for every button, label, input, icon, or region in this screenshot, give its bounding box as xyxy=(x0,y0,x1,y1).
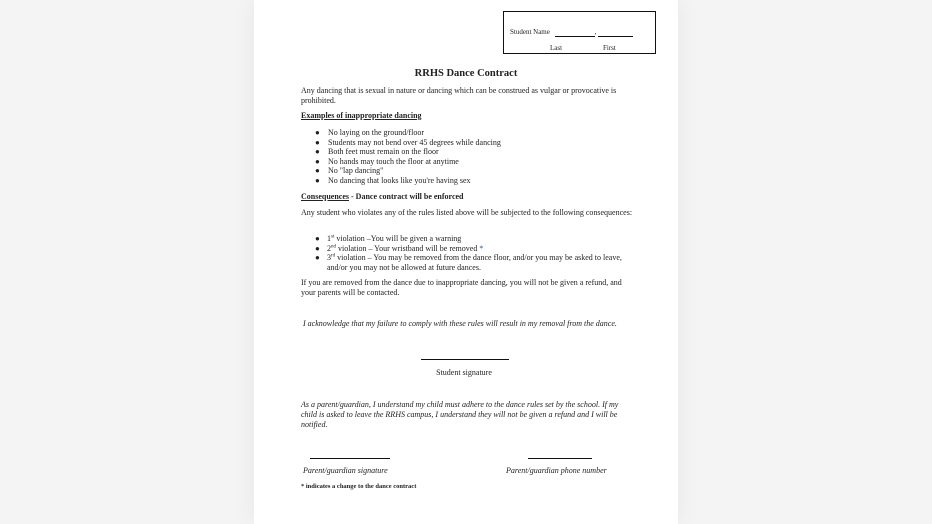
consequences-intro: Any student who violates any of the rules listed above will be subjected to the following consequences: xyxy=(301,208,633,217)
list-item: ● Students may not bend over 45 degrees while dancing xyxy=(315,137,501,147)
name-separator: , xyxy=(594,28,597,36)
bullet-icon: ● xyxy=(315,243,320,253)
student-name-box xyxy=(503,11,656,54)
student-name-label: Student Name xyxy=(510,28,550,36)
violations-list xyxy=(301,234,633,272)
first-label: First xyxy=(603,44,616,52)
acknowledgement: I acknowledge that my failure to comply with these rules will result in my removal from the dance. xyxy=(303,319,617,328)
list-item: ● 1st violation –You will be given a warning xyxy=(315,234,462,243)
parent-phone-line xyxy=(528,458,592,459)
parent-statement: As a parent/guardian, I understand my child must adhere to the dance rules set by the school. If my child is asked to leave the RRHS campus, I understand they will not be given a refund and I will be notified. xyxy=(301,400,619,429)
removal-note: If you are removed from the dance due to inappropriate dancing, you will not be given a refund, and your parents will be contacted. xyxy=(301,278,622,297)
bullet-icon: ● xyxy=(315,166,320,176)
footnote: * indicates a change to the dance contract xyxy=(301,483,417,490)
document-page xyxy=(254,0,678,524)
last-name-line xyxy=(555,28,595,37)
parent-phone-label: Parent/guardian phone number xyxy=(506,466,607,475)
list-item: ● 2nd violation – Your wristband will be removed * xyxy=(315,243,484,253)
bullet-icon: ● xyxy=(315,128,320,137)
contract-title: RRHS Dance Contract xyxy=(414,68,518,79)
parent-signature-line xyxy=(310,458,390,459)
consequences-heading: Consequences - Dance contract will be enforced xyxy=(301,192,464,201)
list-item: ● No laying on the ground/floor xyxy=(315,128,424,137)
list-item: ● 3rd violation – You may be removed from the dance floor, and/or you may be asked to leave, and/or you may not be allowed at future dances. xyxy=(315,253,622,272)
bullet-icon: ● xyxy=(315,156,320,166)
list-item: ● No "lap dancing" xyxy=(315,166,384,176)
student-signature-line xyxy=(421,359,509,360)
list-item: ● Both feet must remain on the floor xyxy=(315,147,439,157)
examples-list xyxy=(301,128,641,186)
examples-heading: Examples of inappropriate dancing xyxy=(301,111,422,120)
bullet-icon: ● xyxy=(315,253,320,263)
first-name-line xyxy=(598,28,633,37)
bullet-icon: ● xyxy=(315,175,320,185)
list-item: ● No hands may touch the floor at anytime xyxy=(315,156,459,166)
bullet-icon: ● xyxy=(315,137,320,147)
student-signature-label: Student signature xyxy=(436,368,492,377)
change-marker: * xyxy=(479,243,484,253)
last-label: Last xyxy=(550,44,563,52)
bullet-icon: ● xyxy=(315,234,320,243)
list-item: ● No dancing that looks like you're having sex xyxy=(315,175,471,185)
bullet-icon: ● xyxy=(315,147,320,157)
parent-signature-label: Parent/guardian signature xyxy=(303,466,388,475)
intro-paragraph: Any dancing that is sexual in nature or dancing which can be construed as vulgar or provocative is prohibited. xyxy=(301,86,617,105)
